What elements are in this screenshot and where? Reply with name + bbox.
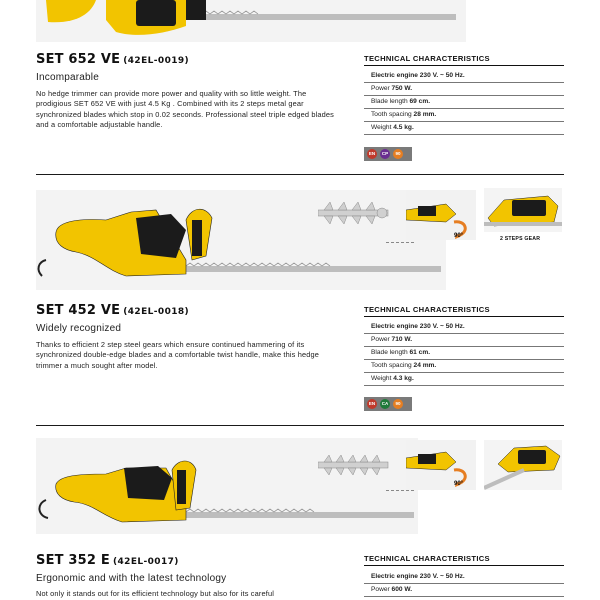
product-name: SET 452 VE [36,303,121,318]
spec-row: Tooth spacing 28 mm. [364,109,564,122]
gearbox-image [484,188,562,232]
certification-badges [364,147,412,161]
product-subtitle: Incomparable [36,72,99,83]
product-name: SET 652 VE [36,52,121,67]
gear-label: 2 STEPS GEAR [500,236,541,242]
badge-db: 90 [393,149,403,159]
badge-en: EN [367,399,377,409]
rotation-label: 90° [454,481,464,487]
rotating-handle-image [406,190,476,240]
badge-ca: CA [380,399,390,409]
product-description: No hedge trimmer can provide more power and quality with so little weight. The prodigious SET 652 VE with just 4.5 Kg . Combined with its 2 steps metal gear synchronized blades which stop in 0.02 seconds. Professional steel triple edged blades and a comfortable adjustable handle. [36,89,335,130]
spec-row: Weight 4.3 kg. [364,373,564,386]
section-divider [36,174,564,175]
badge-db: 90 [393,399,403,409]
spec-row: Power 710 W. [364,334,564,347]
dashed-line [386,490,414,491]
spec-heading: TECHNICAL CHARACTERISTICS [364,554,564,566]
spec-row: Power 750 W. [364,83,564,96]
spec-row: Blade length 69 cm. [364,96,564,109]
badge-en: EN [367,149,377,159]
rotation-label: 90° [454,233,464,239]
product-title [36,52,189,67]
product-name: SET 352 E [36,553,110,568]
spec-row: Electric engine 230 V. ~ 50 Hz. [364,571,564,584]
product-description: Thanks to efficient 2 step steel gears which ensure continued hammering of its synchronized double-edge blades and a comfortable twist handle, make this hedge trimmer a much sought after model. [36,340,320,370]
product-code: (42EL-0017) [112,557,179,567]
spec-row: Electric engine 230 V. ~ 50 Hz. [364,321,564,334]
spec-row: Weight 4.5 kg. [364,122,564,135]
product-title [36,303,189,318]
spec-heading: TECHNICAL CHARACTERISTICS [364,305,564,317]
blade-detail-image [318,198,390,230]
product-description: Not only it stands out for its efficient technology but also for its careful [36,589,275,598]
spec-row: Tooth spacing 24 mm. [364,360,564,373]
product-subtitle: Ergonomic and with the latest technology [36,573,227,584]
badge-cp: CP [380,149,390,159]
rotating-handle-image [406,440,476,490]
product-code: (42EL-0018) [123,307,190,317]
product-code: (42EL-0019) [123,56,190,66]
section-divider [36,425,564,426]
spec-heading: TECHNICAL CHARACTERISTICS [364,54,564,66]
product-title [36,553,179,568]
gearbox-image [484,440,562,490]
product-subtitle: Widely recognized [36,323,122,334]
certification-badges [364,397,412,411]
blade-detail-image [318,450,390,482]
hedge-trimmer-image [36,0,466,42]
spec-row: Electric engine 230 V. ~ 50 Hz. [364,70,564,83]
spec-row: Power 600 W. [364,584,564,597]
dashed-line [386,242,414,243]
spec-row: Blade length 61 cm. [364,347,564,360]
